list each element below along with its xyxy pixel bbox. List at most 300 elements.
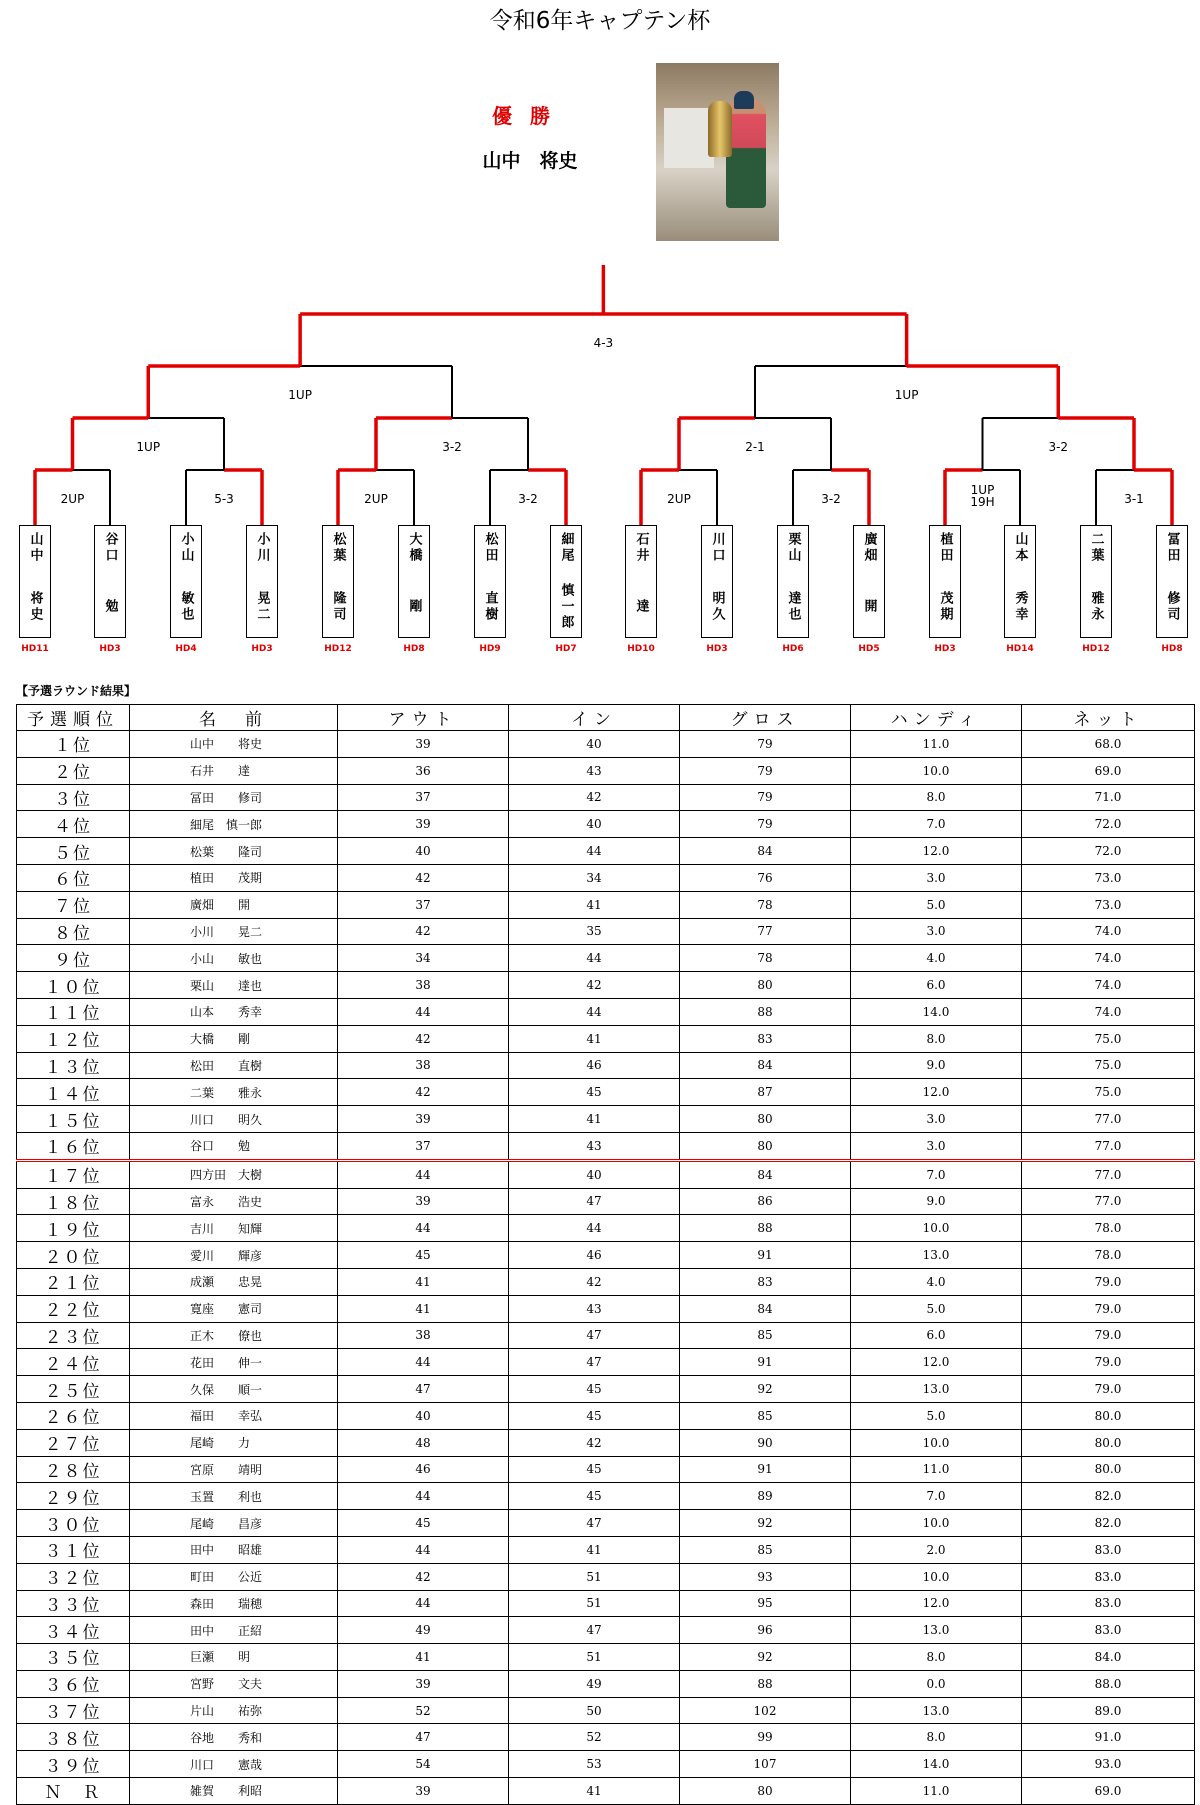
table-row <box>17 1268 1195 1295</box>
net-cell: 79.0 <box>1022 1349 1195 1376</box>
name-cell: 石井 達 <box>130 757 338 784</box>
rank-cell: ５位 <box>17 838 130 865</box>
out-cell: 44 <box>338 1483 509 1510</box>
handicap-cell: 12.0 <box>851 1590 1022 1617</box>
in-cell: 51 <box>509 1590 680 1617</box>
champion-name: 山中 将史 <box>482 150 578 172</box>
out-cell: 48 <box>338 1429 509 1456</box>
net-cell: 79.0 <box>1022 1322 1195 1349</box>
rank-cell: ４位 <box>17 811 130 838</box>
table-row <box>17 972 1195 999</box>
rank-cell: Ｎ Ｒ <box>17 1778 130 1805</box>
in-cell: 45 <box>509 1376 680 1403</box>
player-given-name: 達也 <box>785 591 801 623</box>
bracket-player <box>701 525 733 638</box>
in-cell: 47 <box>509 1349 680 1376</box>
in-cell: 49 <box>509 1670 680 1697</box>
handicap-cell: 3.0 <box>851 864 1022 891</box>
rank-cell: ２０位 <box>17 1242 130 1269</box>
name-cell: 山本 秀幸 <box>130 998 338 1025</box>
in-cell: 44 <box>509 838 680 865</box>
out-cell: 44 <box>338 1160 509 1188</box>
net-cell: 74.0 <box>1022 918 1195 945</box>
rank-cell: ３０位 <box>17 1510 130 1537</box>
final-score: 4-3 <box>593 336 614 350</box>
table-row <box>17 1724 1195 1751</box>
gross-cell: 95 <box>680 1590 851 1617</box>
gross-cell: 84 <box>680 1160 851 1188</box>
handicap-cell: 4.0 <box>851 1268 1022 1295</box>
handicap-cell: 7.0 <box>851 1483 1022 1510</box>
handicap-cell: 8.0 <box>851 1025 1022 1052</box>
handicap-cell: 10.0 <box>851 1429 1022 1456</box>
in-cell: 42 <box>509 1268 680 1295</box>
gross-cell: 78 <box>680 891 851 918</box>
name-cell: 富永 浩史 <box>130 1188 338 1215</box>
handicap-cell: 13.0 <box>851 1376 1022 1403</box>
name-cell: 川口 憲哉 <box>130 1751 338 1778</box>
net-cell: 71.0 <box>1022 784 1195 811</box>
player-surname: 石井 <box>633 532 649 564</box>
rank-cell: ２７位 <box>17 1429 130 1456</box>
rank-cell: ３８位 <box>17 1724 130 1751</box>
table-row <box>17 1295 1195 1322</box>
net-cell: 80.0 <box>1022 1402 1195 1429</box>
rank-cell: １位 <box>17 731 130 758</box>
in-cell: 50 <box>509 1697 680 1724</box>
table-row <box>17 1132 1195 1160</box>
out-cell: 44 <box>338 1536 509 1563</box>
out-cell: 42 <box>338 1079 509 1106</box>
name-cell: 宮原 靖明 <box>130 1456 338 1483</box>
handicap-cell: 11.0 <box>851 1778 1022 1805</box>
net-cell: 75.0 <box>1022 1052 1195 1079</box>
round1-score: 3-2 <box>821 492 841 506</box>
out-cell: 40 <box>338 838 509 865</box>
in-cell: 44 <box>509 998 680 1025</box>
in-cell: 47 <box>509 1188 680 1215</box>
out-cell: 54 <box>338 1751 509 1778</box>
gross-cell: 84 <box>680 1052 851 1079</box>
player-given-name: 開 <box>861 599 877 615</box>
net-cell: 74.0 <box>1022 998 1195 1025</box>
in-cell: 41 <box>509 891 680 918</box>
table-row <box>17 891 1195 918</box>
handicap-cell: 8.0 <box>851 784 1022 811</box>
out-cell: 49 <box>338 1617 509 1644</box>
net-cell: 74.0 <box>1022 972 1195 999</box>
name-cell: 小川 晃二 <box>130 918 338 945</box>
name-cell: 細尾 慎一郎 <box>130 811 338 838</box>
name-cell: 廣畑 開 <box>130 891 338 918</box>
name-cell: 四方田 大樹 <box>130 1160 338 1188</box>
in-cell: 41 <box>509 1025 680 1052</box>
out-cell: 37 <box>338 784 509 811</box>
rank-cell: ３２位 <box>17 1563 130 1590</box>
table-row <box>17 1160 1195 1188</box>
net-cell: 78.0 <box>1022 1215 1195 1242</box>
player-handicap: HD10 <box>627 644 655 654</box>
player-surname: 冨田 <box>1164 532 1180 564</box>
net-cell: 88.0 <box>1022 1670 1195 1697</box>
gross-cell: 88 <box>680 1670 851 1697</box>
player-given-name: 明久 <box>709 591 725 623</box>
handicap-cell: 2.0 <box>851 1536 1022 1563</box>
column-header: アウト <box>338 705 509 731</box>
player-handicap: HD14 <box>1006 644 1034 654</box>
gross-cell: 99 <box>680 1724 851 1751</box>
column-header: 名 前 <box>130 705 338 731</box>
rank-cell: １４位 <box>17 1079 130 1106</box>
name-cell: 谷地 秀和 <box>130 1724 338 1751</box>
name-cell: 正木 僚也 <box>130 1322 338 1349</box>
gross-cell: 77 <box>680 918 851 945</box>
player-handicap: HD12 <box>324 644 352 654</box>
out-cell: 41 <box>338 1268 509 1295</box>
in-cell: 45 <box>509 1456 680 1483</box>
semifinal-score: 1UP <box>894 388 919 402</box>
bracket-player <box>94 525 126 638</box>
name-cell: 雑賀 利昭 <box>130 1778 338 1805</box>
gross-cell: 88 <box>680 998 851 1025</box>
player-given-name: 修司 <box>1164 591 1180 623</box>
rank-cell: ６位 <box>17 864 130 891</box>
net-cell: 77.0 <box>1022 1132 1195 1160</box>
page-title: 令和6年キャプテン杯 <box>489 8 711 34</box>
table-row <box>17 1079 1195 1106</box>
table-row <box>17 1778 1195 1805</box>
out-cell: 42 <box>338 1025 509 1052</box>
gross-cell: 79 <box>680 811 851 838</box>
name-cell: 福田 幸弘 <box>130 1402 338 1429</box>
table-row <box>17 1536 1195 1563</box>
out-cell: 46 <box>338 1456 509 1483</box>
player-surname: 山本 <box>1012 532 1028 564</box>
rank-cell: ２９位 <box>17 1483 130 1510</box>
net-cell: 83.0 <box>1022 1563 1195 1590</box>
quarterfinal-score: 3-2 <box>1048 440 1069 454</box>
gross-cell: 87 <box>680 1079 851 1106</box>
out-cell: 38 <box>338 1322 509 1349</box>
gross-cell: 80 <box>680 972 851 999</box>
net-cell: 77.0 <box>1022 1188 1195 1215</box>
rank-cell: ２１位 <box>17 1268 130 1295</box>
gross-cell: 80 <box>680 1132 851 1160</box>
player-handicap: HD3 <box>706 644 728 654</box>
player-surname: 植田 <box>937 532 953 564</box>
handicap-cell: 14.0 <box>851 998 1022 1025</box>
rank-cell: １９位 <box>17 1215 130 1242</box>
rank-cell: １１位 <box>17 998 130 1025</box>
player-surname: 二葉 <box>1088 532 1104 564</box>
gross-cell: 79 <box>680 784 851 811</box>
table-row <box>17 1483 1195 1510</box>
round1-score: 1UP 19H <box>970 483 995 509</box>
net-cell: 84.0 <box>1022 1644 1195 1671</box>
in-cell: 43 <box>509 1132 680 1160</box>
quarterfinal-score: 2-1 <box>745 440 765 454</box>
rank-cell: ３４位 <box>17 1617 130 1644</box>
rank-cell: ２３位 <box>17 1322 130 1349</box>
in-cell: 42 <box>509 784 680 811</box>
name-cell: 花田 伸一 <box>130 1349 338 1376</box>
player-given-name: 茂期 <box>937 591 953 623</box>
table-row <box>17 918 1195 945</box>
net-cell: 68.0 <box>1022 731 1195 758</box>
rank-cell: １２位 <box>17 1025 130 1052</box>
player-handicap: HD9 <box>479 644 501 654</box>
name-cell: 植田 茂期 <box>130 864 338 891</box>
table-row <box>17 811 1195 838</box>
name-cell: 町田 公近 <box>130 1563 338 1590</box>
bracket-player <box>853 525 885 638</box>
handicap-cell: 13.0 <box>851 1242 1022 1269</box>
handicap-cell: 10.0 <box>851 1215 1022 1242</box>
name-cell: 田中 昭雄 <box>130 1536 338 1563</box>
net-cell: 82.0 <box>1022 1510 1195 1537</box>
out-cell: 39 <box>338 1188 509 1215</box>
out-cell: 38 <box>338 1052 509 1079</box>
column-header: ハンディ <box>851 705 1022 731</box>
gross-cell: 91 <box>680 1456 851 1483</box>
name-cell: 寛座 憲司 <box>130 1295 338 1322</box>
rank-cell: ８位 <box>17 918 130 945</box>
column-header: グロス <box>680 705 851 731</box>
in-cell: 40 <box>509 811 680 838</box>
rank-cell: １３位 <box>17 1052 130 1079</box>
name-cell: 谷口 勉 <box>130 1132 338 1160</box>
column-header: ネット <box>1022 705 1195 731</box>
player-handicap: HD12 <box>1082 644 1110 654</box>
gross-cell: 92 <box>680 1644 851 1671</box>
out-cell: 41 <box>338 1295 509 1322</box>
net-cell: 69.0 <box>1022 757 1195 784</box>
net-cell: 89.0 <box>1022 1697 1195 1724</box>
table-row <box>17 1349 1195 1376</box>
in-cell: 43 <box>509 1295 680 1322</box>
gross-cell: 88 <box>680 1215 851 1242</box>
player-handicap: HD8 <box>403 644 425 654</box>
handicap-cell: 5.0 <box>851 891 1022 918</box>
name-cell: 大橋 剛 <box>130 1025 338 1052</box>
out-cell: 39 <box>338 1670 509 1697</box>
name-cell: 森田 瑞穂 <box>130 1590 338 1617</box>
table-row <box>17 1402 1195 1429</box>
rank-cell: ２６位 <box>17 1402 130 1429</box>
player-handicap: HD8 <box>1161 644 1183 654</box>
rank-cell: １６位 <box>17 1132 130 1160</box>
net-cell: 75.0 <box>1022 1025 1195 1052</box>
name-cell: 松田 直樹 <box>130 1052 338 1079</box>
gross-cell: 78 <box>680 945 851 972</box>
in-cell: 45 <box>509 1402 680 1429</box>
rank-cell: ２８位 <box>17 1456 130 1483</box>
table-row <box>17 1670 1195 1697</box>
table-row <box>17 731 1195 758</box>
table-row <box>17 784 1195 811</box>
player-handicap: HD7 <box>555 644 577 654</box>
out-cell: 39 <box>338 1778 509 1805</box>
name-cell: 尾崎 昌彦 <box>130 1510 338 1537</box>
name-cell: 川口 明久 <box>130 1106 338 1133</box>
net-cell: 77.0 <box>1022 1106 1195 1133</box>
player-surname: 小山 <box>178 532 194 564</box>
in-cell: 46 <box>509 1052 680 1079</box>
table-row <box>17 1456 1195 1483</box>
table-row <box>17 1697 1195 1724</box>
bracket-player <box>777 525 809 638</box>
gross-cell: 83 <box>680 1025 851 1052</box>
in-cell: 47 <box>509 1322 680 1349</box>
gross-cell: 93 <box>680 1563 851 1590</box>
handicap-cell: 9.0 <box>851 1052 1022 1079</box>
in-cell: 41 <box>509 1536 680 1563</box>
player-handicap: HD4 <box>175 644 197 654</box>
round1-score: 3-2 <box>518 492 538 506</box>
out-cell: 47 <box>338 1724 509 1751</box>
quarterfinal-score: 3-2 <box>442 440 462 454</box>
net-cell: 73.0 <box>1022 891 1195 918</box>
rank-cell: ３１位 <box>17 1536 130 1563</box>
name-cell: 成瀬 忠晃 <box>130 1268 338 1295</box>
table-row <box>17 1644 1195 1671</box>
round1-score: 2UP <box>60 492 85 506</box>
gross-cell: 80 <box>680 1778 851 1805</box>
rank-cell: ３７位 <box>17 1697 130 1724</box>
rank-cell: ２５位 <box>17 1376 130 1403</box>
bracket-player <box>170 525 202 638</box>
gross-cell: 85 <box>680 1536 851 1563</box>
table-row <box>17 1563 1195 1590</box>
rank-cell: １８位 <box>17 1188 130 1215</box>
net-cell: 80.0 <box>1022 1456 1195 1483</box>
player-given-name: 隆司 <box>330 591 346 623</box>
player-surname: 栗山 <box>785 532 801 564</box>
net-cell: 77.0 <box>1022 1160 1195 1188</box>
bracket-player <box>398 525 430 638</box>
in-cell: 42 <box>509 1429 680 1456</box>
name-cell: 冨田 修司 <box>130 784 338 811</box>
rank-cell: １５位 <box>17 1106 130 1133</box>
net-cell: 80.0 <box>1022 1429 1195 1456</box>
bracket-player <box>246 525 278 638</box>
gross-cell: 86 <box>680 1188 851 1215</box>
name-cell: 松葉 隆司 <box>130 838 338 865</box>
gross-cell: 83 <box>680 1268 851 1295</box>
in-cell: 41 <box>509 1106 680 1133</box>
handicap-cell: 11.0 <box>851 731 1022 758</box>
name-cell: 田中 正紹 <box>130 1617 338 1644</box>
net-cell: 83.0 <box>1022 1536 1195 1563</box>
bracket-player <box>929 525 961 638</box>
rank-cell: ３位 <box>17 784 130 811</box>
name-cell: 二葉 雅永 <box>130 1079 338 1106</box>
gross-cell: 92 <box>680 1510 851 1537</box>
round1-score: 2UP <box>667 492 691 506</box>
table-row <box>17 945 1195 972</box>
handicap-cell: 0.0 <box>851 1670 1022 1697</box>
in-cell: 47 <box>509 1510 680 1537</box>
rank-cell: ３９位 <box>17 1751 130 1778</box>
table-row <box>17 1751 1195 1778</box>
table-row <box>17 1188 1195 1215</box>
player-given-name: 雅永 <box>1088 591 1104 623</box>
handicap-cell: 13.0 <box>851 1697 1022 1724</box>
bracket-player <box>1156 525 1188 638</box>
round1-score: 3-1 <box>1124 492 1144 506</box>
net-cell: 79.0 <box>1022 1268 1195 1295</box>
handicap-cell: 3.0 <box>851 918 1022 945</box>
gross-cell: 102 <box>680 1697 851 1724</box>
in-cell: 45 <box>509 1483 680 1510</box>
in-cell: 52 <box>509 1724 680 1751</box>
gross-cell: 107 <box>680 1751 851 1778</box>
in-cell: 53 <box>509 1751 680 1778</box>
player-given-name: 直樹 <box>482 591 498 623</box>
gross-cell: 79 <box>680 757 851 784</box>
rank-cell: ２２位 <box>17 1295 130 1322</box>
net-cell: 75.0 <box>1022 1079 1195 1106</box>
table-row <box>17 1590 1195 1617</box>
handicap-cell: 12.0 <box>851 1079 1022 1106</box>
player-surname: 松葉 <box>330 532 346 564</box>
rank-cell: ３５位 <box>17 1644 130 1671</box>
in-cell: 40 <box>509 1160 680 1188</box>
net-cell: 69.0 <box>1022 1778 1195 1805</box>
out-cell: 36 <box>338 757 509 784</box>
rank-cell: ２４位 <box>17 1349 130 1376</box>
table-row <box>17 1106 1195 1133</box>
gross-cell: 91 <box>680 1242 851 1269</box>
out-cell: 39 <box>338 811 509 838</box>
handicap-cell: 7.0 <box>851 811 1022 838</box>
table-row <box>17 1322 1195 1349</box>
out-cell: 47 <box>338 1376 509 1403</box>
name-cell: 宮野 文夫 <box>130 1670 338 1697</box>
out-cell: 42 <box>338 918 509 945</box>
gross-cell: 85 <box>680 1322 851 1349</box>
handicap-cell: 8.0 <box>851 1644 1022 1671</box>
player-handicap: HD3 <box>934 644 956 654</box>
table-row <box>17 864 1195 891</box>
player-given-name: 敏也 <box>178 591 194 623</box>
player-surname: 廣畑 <box>861 532 877 564</box>
in-cell: 42 <box>509 972 680 999</box>
gross-cell: 80 <box>680 1106 851 1133</box>
player-given-name: 剛 <box>406 599 422 615</box>
name-cell: 小山 敏也 <box>130 945 338 972</box>
out-cell: 44 <box>338 998 509 1025</box>
table-row <box>17 1510 1195 1537</box>
net-cell: 72.0 <box>1022 838 1195 865</box>
rank-cell: ７位 <box>17 891 130 918</box>
table-row <box>17 1215 1195 1242</box>
name-cell: 玉置 利也 <box>130 1483 338 1510</box>
player-handicap: HD3 <box>99 644 121 654</box>
out-cell: 42 <box>338 1563 509 1590</box>
table-row <box>17 1025 1195 1052</box>
player-surname: 細尾 <box>558 532 574 564</box>
in-cell: 47 <box>509 1617 680 1644</box>
gross-cell: 96 <box>680 1617 851 1644</box>
out-cell: 40 <box>338 1402 509 1429</box>
table-row <box>17 1617 1195 1644</box>
name-cell: 片山 祐弥 <box>130 1697 338 1724</box>
player-surname: 大橋 <box>406 532 422 564</box>
gross-cell: 89 <box>680 1483 851 1510</box>
bracket-player <box>474 525 506 638</box>
bracket-player <box>625 525 657 638</box>
